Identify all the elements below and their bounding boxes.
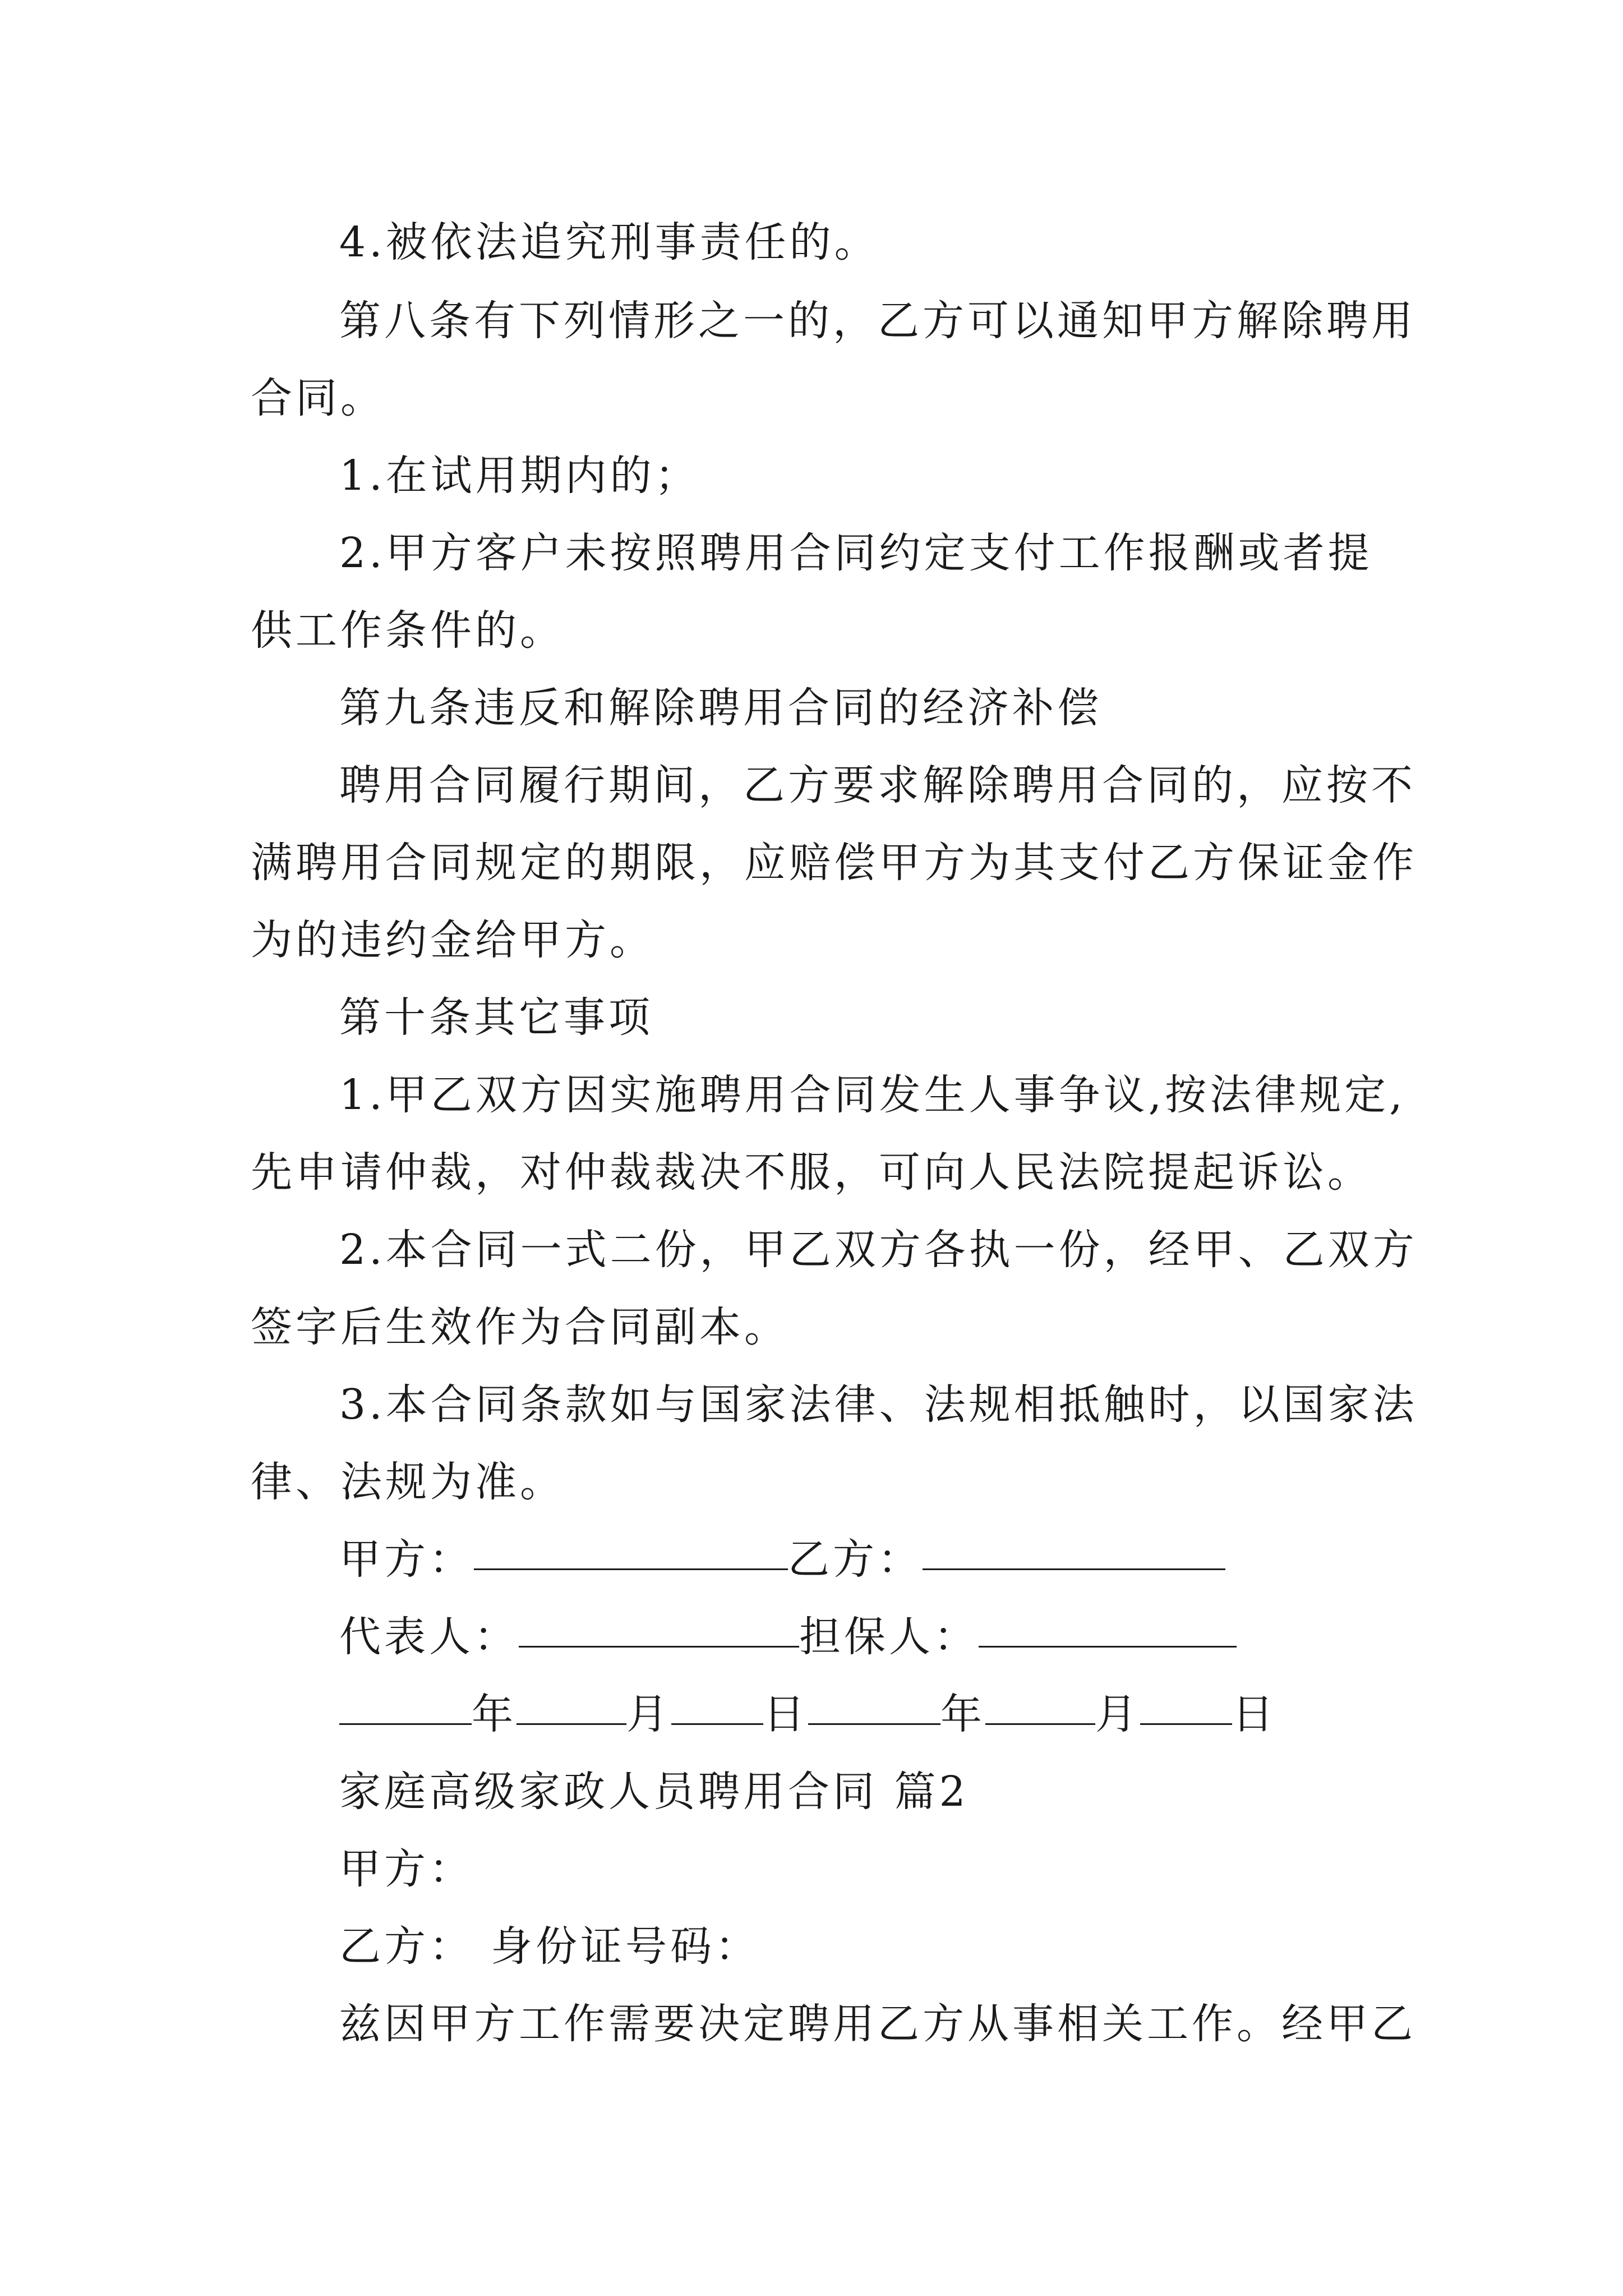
section-2-id-number: 身份证号码：	[491, 1922, 760, 1971]
signature-row-parties	[339, 1531, 1225, 1588]
paragraph-line: 为的违约金给甲方。	[251, 916, 654, 964]
paragraph-line: 供工作条件的。	[251, 606, 565, 655]
guarantor-blank	[979, 1644, 1237, 1648]
section-2-party-b-row	[339, 1918, 760, 1975]
section-2-party-b: 乙方：	[339, 1922, 474, 1971]
section-2-intro: 兹因甲方工作需要决定聘用乙方从事相关工作。经甲乙	[339, 2000, 1416, 2048]
paragraph-line: 3.本合同条款如与国家法律、法规相抵触时，以国家法	[339, 1381, 1418, 1429]
paragraph-line: 4.被依法追究刑事责任的。	[339, 218, 879, 266]
signature-row-representatives	[339, 1609, 1237, 1665]
month-blank	[517, 1721, 626, 1725]
day-blank	[1140, 1721, 1232, 1725]
paragraph-line: 合同。	[251, 374, 385, 422]
year-label: 年	[472, 1690, 517, 1738]
paragraph-line: 签字后生效作为合同副本。	[251, 1303, 789, 1351]
year-label: 年	[940, 1690, 985, 1738]
day-blank	[671, 1721, 763, 1725]
party-a-label: 甲方：	[339, 1535, 474, 1584]
paragraph-line: 满聘用合同规定的期限，应赔偿甲方为其支付乙方保证金作	[251, 839, 1417, 887]
section-heading: 第十条其它事项	[339, 993, 653, 1042]
section-2-party-a: 甲方：	[339, 1845, 474, 1893]
month-label: 月	[626, 1690, 671, 1738]
paragraph-line: 律、法规为准。	[251, 1458, 565, 1506]
paragraph-line: 聘用合同履行期间，乙方要求解除聘用合同的，应按不	[339, 761, 1416, 809]
section-heading: 第九条违反和解除聘用合同的经济补偿	[339, 684, 1102, 732]
year-blank	[808, 1721, 940, 1725]
paragraph-line: 1.甲乙双方因实施聘用合同发生人事争议,按法律规定,	[339, 1071, 1406, 1119]
party-a-blank	[474, 1566, 788, 1570]
paragraph-line: 1.在试用期内的；	[339, 452, 700, 500]
month-blank	[985, 1721, 1095, 1725]
paragraph-line: 2.本合同一式二份，甲乙双方各执一份，经甲、乙双方	[339, 1226, 1418, 1274]
paragraph-line: 先申请仲裁，对仲裁裁决不服，可向人民法院提起诉讼。	[251, 1148, 1372, 1197]
guarantor-label: 担保人：	[799, 1613, 979, 1661]
party-b-blank	[923, 1566, 1225, 1570]
representative-blank	[519, 1644, 799, 1648]
representative-label: 代表人：	[339, 1613, 519, 1661]
day-label: 日	[1232, 1690, 1277, 1738]
month-label: 月	[1095, 1690, 1140, 1738]
signature-row-dates	[339, 1686, 1277, 1742]
year-blank	[339, 1721, 472, 1725]
section-2-title: 家庭高级家政人员聘用合同 篇2	[339, 1768, 969, 1816]
party-b-label: 乙方：	[788, 1535, 923, 1584]
paragraph-line: 第八条有下列情形之一的，乙方可以通知甲方解除聘用	[339, 297, 1416, 345]
paragraph-line: 2.甲方客户未按照聘用合同约定支付工作报酬或者提	[339, 529, 1373, 577]
day-label: 日	[763, 1690, 808, 1738]
